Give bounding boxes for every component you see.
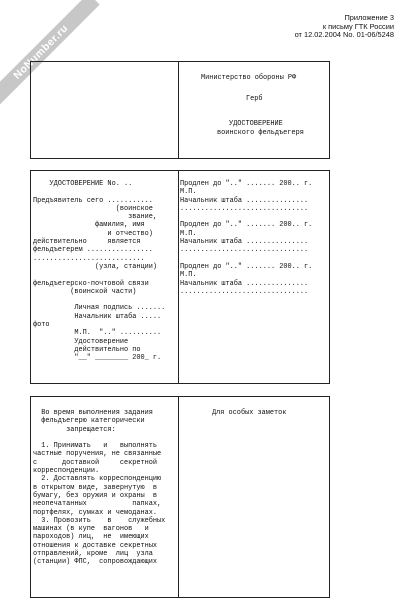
- back-left-line: отправлений, кроме лиц узла: [33, 550, 153, 559]
- inner-left-line: Удостоверение: [33, 337, 129, 346]
- inner-left-line: М.П. ".." ..........: [33, 329, 162, 338]
- back-left-line: отношения к доставке секретных: [33, 541, 158, 550]
- inner-right-line: Продлен до ".." ....... 200.. г.: [180, 262, 313, 271]
- back-left-line: неопечатанных папках,: [33, 500, 162, 509]
- back-left-line: портфелях, сумках и чемоданах.: [33, 508, 158, 517]
- inner-left-line: фамилия, имя: [33, 221, 145, 230]
- inner-left-line: (воинской части): [33, 287, 137, 296]
- inner-left-line: УДОСТОВЕРЕНИЕ No. ..: [33, 180, 133, 188]
- back-left-line: бумагу, без оружия и охраны в: [33, 491, 158, 500]
- inner-right-line: [180, 213, 312, 221]
- inner-right-line: ...............................: [180, 246, 309, 255]
- back-left-line: 3. Провозить в служебных: [33, 516, 166, 525]
- back-left-line: [33, 434, 165, 442]
- back-left-line: (станции) ФПС, сопровождающих: [33, 558, 158, 567]
- back-left-line: машинах (в купе вагонов и: [33, 525, 149, 534]
- inner-left-line: [33, 188, 165, 196]
- watermark: NoNumber.ru: [0, 0, 100, 111]
- inner-left-line: "__" ________ 200_ г.: [33, 354, 162, 363]
- header-line-1: Приложение 3: [344, 13, 394, 22]
- back-left-line: пароходов) лиц, не имеющих: [33, 533, 149, 542]
- inner-left-line: ...........................: [33, 254, 145, 263]
- inner-right-line: Продлен до ".." ....... 200.. г.: [180, 221, 313, 230]
- cover-title: УДОСТОВЕРЕНИЕ: [229, 120, 283, 128]
- back-left-line: частные поручения, не связанные: [33, 450, 162, 459]
- inner-right-line: ...............................: [180, 287, 309, 296]
- inner-right-line: Продлен до ".." ....... 200.. г.: [180, 180, 313, 188]
- cover-ministry: Министерство обороны РФ: [201, 74, 297, 82]
- document-header: [295, 14, 394, 40]
- inner-left-line: Предъявитель сего ...........: [33, 196, 153, 205]
- inner-right-line: М.П.: [180, 188, 197, 197]
- inner-left-line: (узла, станции): [33, 262, 158, 271]
- inner-left-line: Начальник штаба .....: [33, 312, 162, 321]
- inner-right-line: Начальник штаба ...............: [180, 196, 309, 205]
- back-left-line: Во время выполнения задания: [33, 409, 153, 417]
- inner-left-line: Личная подпись .......: [33, 304, 166, 313]
- inner-right-line: М.П.: [180, 271, 197, 280]
- cover-divider: [178, 61, 179, 158]
- back-right-title: Для особых заметок: [212, 409, 287, 417]
- back-left-line: в открытом виде, завернутую в: [33, 483, 158, 492]
- inner-divider: [178, 170, 179, 383]
- inner-left-line: [33, 271, 165, 279]
- cover-subtitle: воинского фельдъегеря: [217, 129, 304, 137]
- header-line-3: от 12.02.2004 No. 01-06/5248: [294, 30, 394, 40]
- inner-right-line: Начальник штаба ...............: [180, 279, 309, 288]
- inner-left-line: (воинское: [33, 204, 153, 213]
- inner-left-line: звание,: [33, 213, 158, 222]
- back-left-line: фельдъегерю категорически: [33, 417, 145, 426]
- inner-left-line: фото: [33, 321, 50, 330]
- back-divider: [178, 396, 179, 597]
- back-left-text: [33, 409, 165, 567]
- inner-left-line: фельдъегерско-почтовой связи: [33, 279, 149, 288]
- inner-left-line: и отчество): [33, 229, 153, 238]
- inner-right-line: [180, 255, 312, 263]
- back-left-line: корреспонденции.: [33, 467, 100, 476]
- inner-left-line: действительно является: [33, 238, 141, 247]
- inner-right-line: Начальник штаба ...............: [180, 238, 309, 247]
- back-left-line: 1. Принимать и выполнять: [33, 442, 158, 451]
- inner-left-line: действительно по: [33, 345, 141, 354]
- inner-left-line: [33, 296, 165, 304]
- inner-right-line: М.П.: [180, 229, 197, 238]
- inner-right-text: [180, 180, 312, 296]
- back-left-line: с доставкой секретной: [33, 458, 158, 467]
- inner-right-line: ...............................: [180, 204, 309, 213]
- header-line-2: к письму ГТК России: [322, 21, 394, 31]
- inner-left-text: [33, 180, 165, 363]
- cover-emblem: Герб: [246, 95, 263, 103]
- back-left-line: 2. Доставлять корреспонденцию: [33, 475, 162, 484]
- back-left-line: запрещается:: [33, 425, 116, 434]
- inner-left-line: фельдъегерем ................: [33, 246, 153, 255]
